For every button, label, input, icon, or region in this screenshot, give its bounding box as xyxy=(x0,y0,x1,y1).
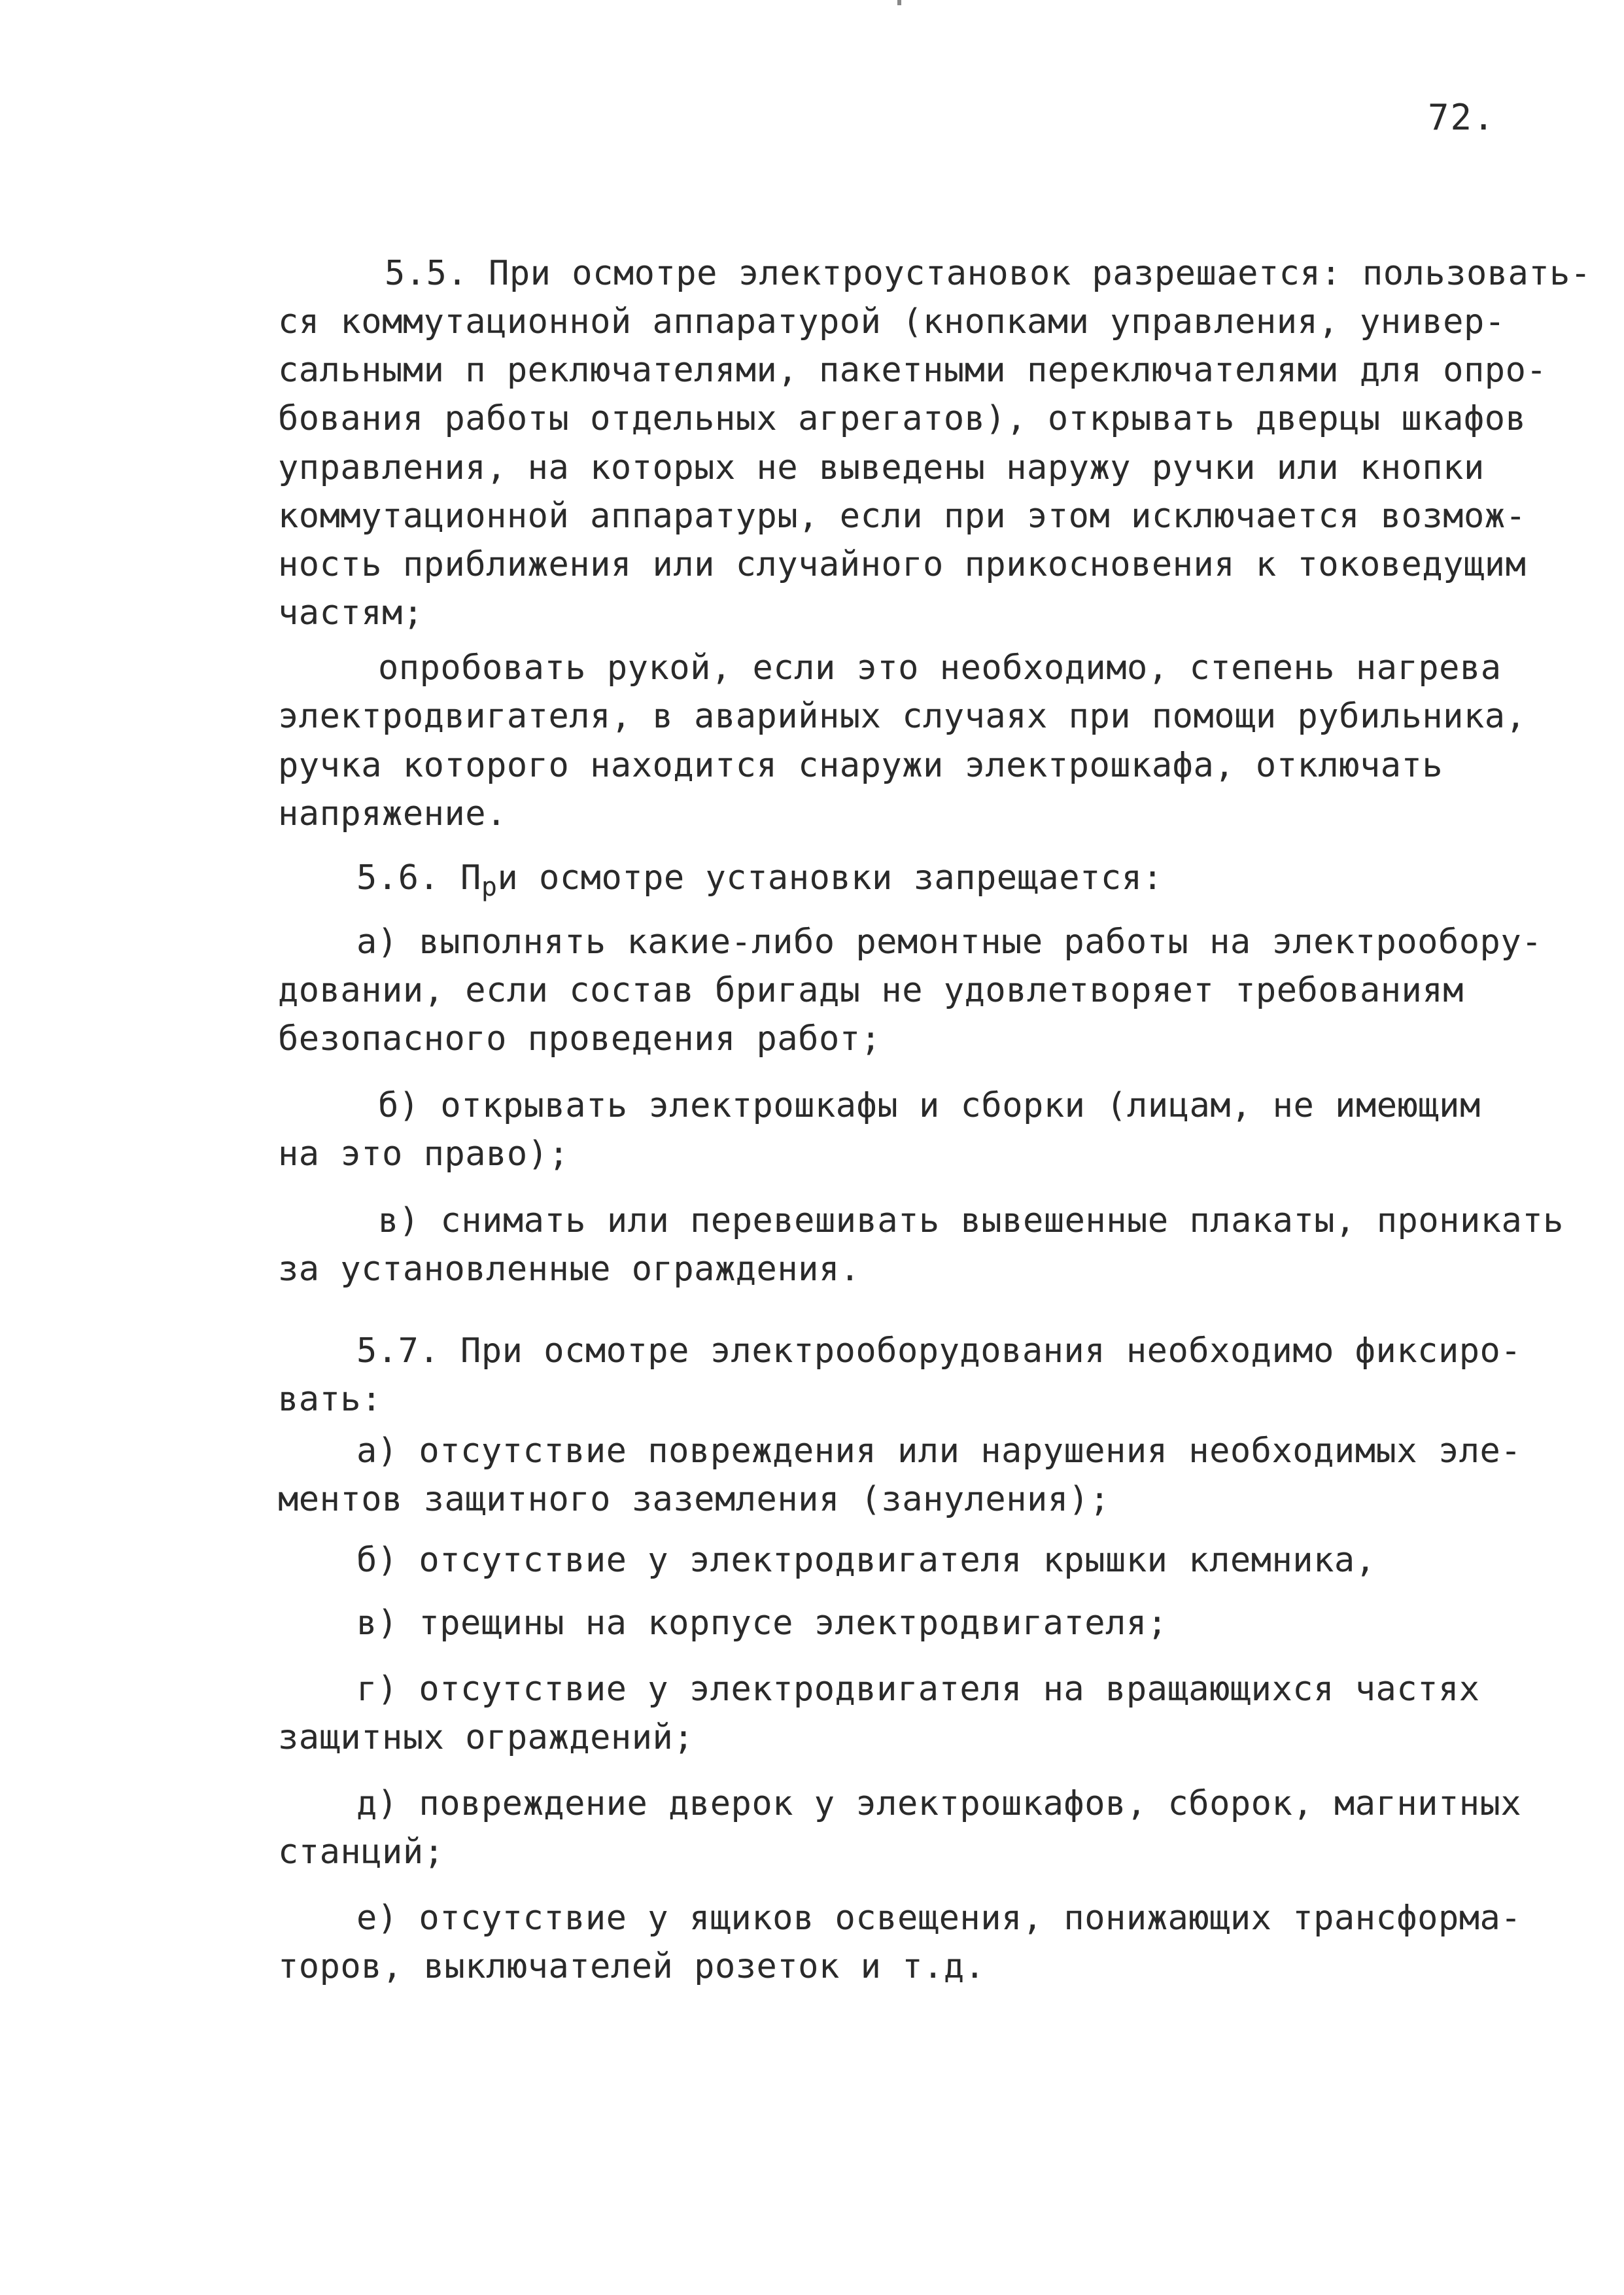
scan-artifact-mark xyxy=(897,0,901,5)
section-heading: 5.6. При осмотре установки запрещается: xyxy=(356,858,1164,902)
text-line: напряжение. xyxy=(278,794,507,833)
text-line: электродвигателя, в аварийных случаях при помощи рубильника, xyxy=(278,697,1527,736)
text-line: безопасного проведения работ; xyxy=(278,1019,882,1059)
text-line: опробовать рукой, если это необходимо, степень нагрева xyxy=(378,648,1502,688)
text-line: защитных ограждений; xyxy=(278,1718,695,1757)
text-line: станций; xyxy=(278,1832,445,1872)
text-line: ментов защитного заземления (зануления); xyxy=(278,1480,1111,1519)
text-line: ручка которого находится снаружи электрошкафа, отключать xyxy=(278,746,1443,785)
text-line: в) снимать или перевешивать вывешенные плакаты, проникать xyxy=(378,1201,1564,1240)
text-line: за установленные ограждения. xyxy=(278,1250,861,1289)
text-line: вать: xyxy=(278,1380,383,1419)
text-line: 5.7. При осмотре электрооборудования необходимо фиксиро- xyxy=(356,1331,1522,1371)
text-line: коммутационной аппаратуры, если при этом исключается возмож- xyxy=(278,497,1527,536)
text-line: управления, на которых не выведены наружу ручки или кнопки xyxy=(278,448,1485,487)
text-line: б) открывать электрошкафы и сборки (лицам, не имеющим xyxy=(378,1086,1481,1125)
text-line: ся коммутационной аппаратурой (кнопками управления, универ- xyxy=(278,302,1506,342)
page-number: 72. xyxy=(1428,97,1496,138)
text-line: а) выполнять какие-либо ремонтные работы на электрообору- xyxy=(356,922,1542,962)
text-line: д) повреждение дверок у электрошкафов, сборок, магнитных xyxy=(356,1784,1522,1823)
text-line: 5.5. При осмотре электроустановок разрешается: пользовать- xyxy=(385,254,1591,293)
text-line: б) отсутствие у электродвигателя крышки клемника, xyxy=(356,1541,1376,1580)
text-line: ность приближения или случайного прикосновения к токоведущим xyxy=(278,545,1527,584)
text-line: торов, выключателей розеток и т.д. xyxy=(278,1947,986,1986)
text-line: г) отсутствие у электродвигателя на вращающихся частях xyxy=(356,1670,1480,1709)
text-line: е) отсутствие у ящиков освещения, понижающих трансформа- xyxy=(356,1899,1522,1938)
text-line: а) отсутствие повреждения или нарушения необходимых эле- xyxy=(356,1431,1522,1471)
text-line: бования работы отдельных агрегатов), открывать дверцы шкафов xyxy=(278,399,1527,438)
text-line: довании, если состав бригады не удовлетворяет требованиям xyxy=(278,971,1464,1010)
text-line: в) трещины на корпусе электродвигателя; xyxy=(356,1603,1168,1643)
text-line: на это право); xyxy=(278,1134,570,1174)
text-line: частям; xyxy=(278,593,424,633)
text-line: сальными п реключателями, пакетными переключателями для опро- xyxy=(278,351,1547,390)
